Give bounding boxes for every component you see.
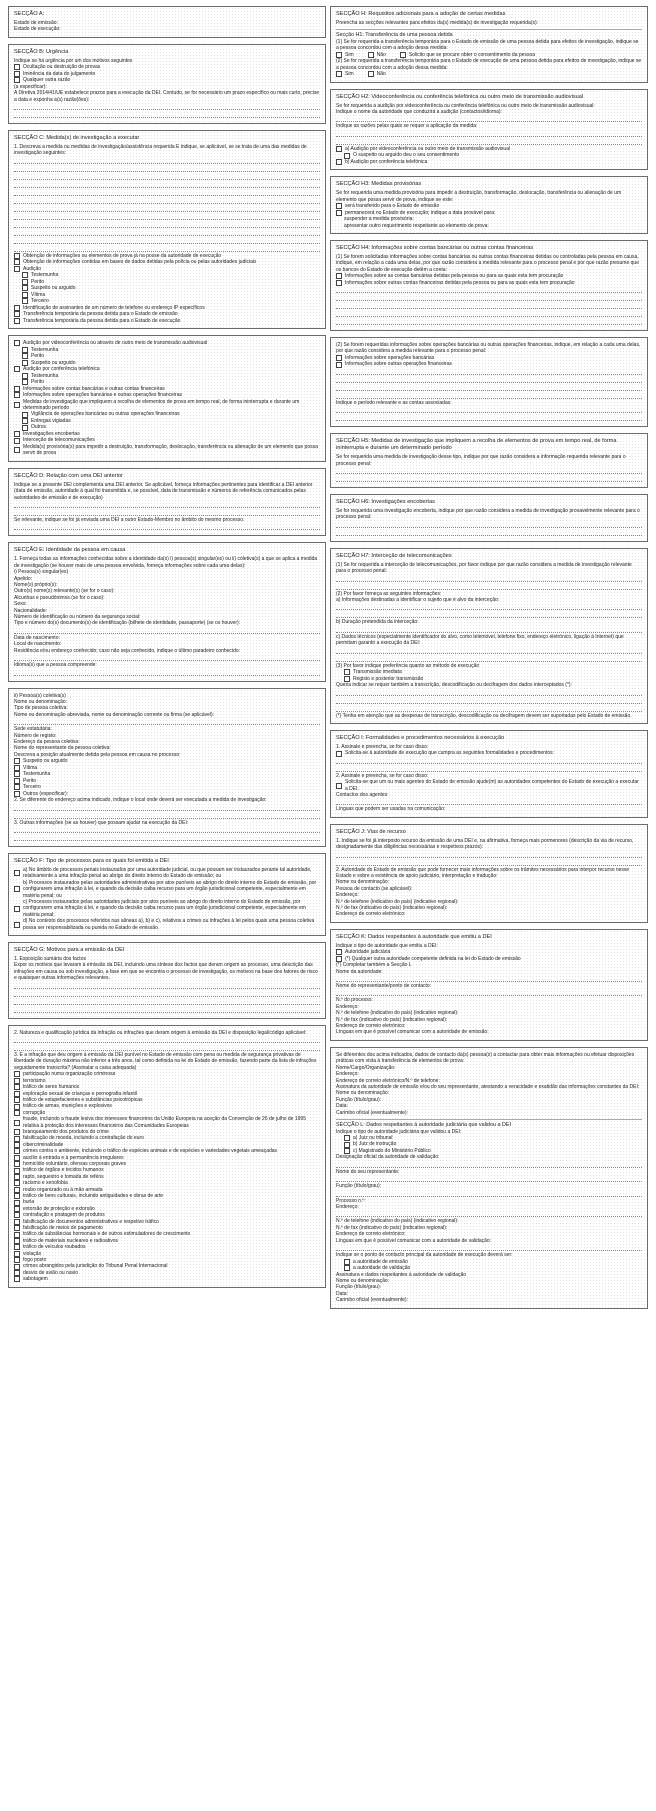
- offence-label: rapto, sequestro e tomada de reféns: [23, 1173, 104, 1180]
- section-g-title: SECÇÃO G: Motivos para a emissão da DEI: [14, 947, 125, 954]
- checkbox-icon[interactable]: [14, 1148, 20, 1154]
- measure-option[interactable]: Obtenção de informações contidas em bases de dados detidas pela polícia ou pelas autoridades judiciais: [14, 259, 320, 265]
- offence-label: tráfico de órgãos e tecidos humanos: [23, 1167, 104, 1174]
- section-h3: SECÇÃO H3: Medidas provisórias Se for requerida uma medida provisória para impedir a destruição, transformação, deslocação, transferência ou alienação de um elemento que possa servir de prova, indique se este: será transferido para o Estado de emissão permanecerá no Estado de execução; indique a data provável para: suspender a medida provisória: apresentar outro requerimento respeitante ao elemento de prova:: [330, 176, 648, 234]
- section-h5: SECÇÃO H5: Medidas de investigação que impliquem a recolha de elementos de prova em tempo real, de forma ininterrupta e durante um determinado período Se for requerida uma medida de investigação desse tipo, indique por que razão considera a informação requerida relevante para o processo penal:: [330, 433, 648, 488]
- offence-label: burla: [23, 1199, 35, 1206]
- section-h4: SECÇÃO H4: Informações sobre contas bancárias ou outras contas financeiras (1) Se forem solicitadas informações sobre contas bancárias ou outras contas financeiras detidas ou controladas pela pessoa em causa, indique, em relação a cada uma delas, por que razão considera a medida relevante para o processo penal e por que razão presume que os bancos do Estado de execução detêm a conta: Informações sobre as contas bancárias detidas pela pessoa ou para as quais esta tem procuração Informações sobre outras contas financeiras detidas pela pessoa ou para as quais esta tem procuração: [330, 240, 648, 331]
- section-e: SECÇÃO E: Identidade da pessoa em causa 1. Forneça todas as informações conhecidas sobre a identidade da(s) i) pessoa(s) singular(es) ou ii) coletiva(s) a que se aplica a medida de investigação (se houver mais de uma pessoa envolvida, forneça informações sobre cada uma delas): i) Pessoa(s) singular(es) Apelido: Nome(s) próprio(s): Outro(s) nome(s) relevante(s) (se for o caso): Alcunhas e pseudónimos (se for o caso): Sexo: Nacionalidade: Número de identificação ou número da segurança social: Tipo e número do(s) documento(s) de identificação (bilhete de identidade, passaporte) (se os houver): Data de nascimento: Local de nascimento: Residência e/ou endereço conhecido; caso não seja conhecido, indique o último paradeiro conhecido: Idioma(s) que a pessoa compreende:: [8, 542, 326, 681]
- offence-label: falsificação de moeda, incluindo a contrafação do euro: [23, 1135, 144, 1142]
- offence-label: exploração sexual de crianças e pornografia infantil: [23, 1090, 137, 1097]
- offence-label: cibercriminalidade: [23, 1141, 64, 1148]
- offence-label: falsificação de meios de pagamento: [23, 1225, 103, 1232]
- checkbox-icon[interactable]: [14, 1238, 20, 1244]
- issuing-state-field[interactable]: Estado de emissão:: [14, 20, 58, 26]
- offence-label: sabotagem: [23, 1276, 48, 1283]
- checkbox-icon[interactable]: [14, 1120, 20, 1126]
- section-h: SECÇÃO H: Requisitos adicionais para a adoção de certas medidas Preencha as secções relevantes para efeitos da(s) medida(s) de investigação requerida(s): Secção H1: Transferência de uma pessoa detida (1) Se for requerida a transferência temporária para o Estado de emissão de uma pessoa detida para efeitos de investigação, indique se a pessoa concordou com a adoção dessa medida: Sim Não Solicito que se procure obter o consentimento da pessoa (2) Se for requerida a transferência temporária para o Estado de execução de uma pessoa detida para efeitos de investigação, indique se a pessoa concordou com a adoção dessa medida: Sim Não: [330, 6, 648, 83]
- checkbox-icon[interactable]: [14, 77, 20, 83]
- offence-label: corrupção: [23, 1109, 46, 1116]
- checkbox-icon[interactable]: [14, 1091, 20, 1097]
- section-c: SECÇÃO C: Medida(s) de investigação a executar 1. Descreva a medida ou medidas de investigação/assistência requerida E indique, se aplicável, se se trata de uma das medidas de investigação seguintes: Obtenção de informações ou elementos de prova já na posse da autoridade de execução Obtenção de informações contidas em bases de dados detidas pela polícia ou pelas autoridades judiciais Audição Testemunha Perito Suspeito ou arguido Vítima Terceiro Identificação de assinantes de um número de telefone ou endereço IP específicos Transferência temporária da pessoa detida para o Estado de emissão Transferência temporária da pessoa detida para o Estado de execução: [8, 130, 326, 329]
- offence-label: tráfico de armas, munições e explosivos: [23, 1103, 112, 1110]
- offence-label: participação numa organização criminosa: [23, 1071, 116, 1078]
- offence-label: crimes abrangidos pela jurisdição do Tribunal Penal Internacional: [23, 1263, 168, 1270]
- checkbox-icon[interactable]: [14, 1155, 20, 1161]
- checkbox-icon[interactable]: [14, 1110, 20, 1116]
- offence-label: fraude, incluindo a fraude lesiva dos interesses financeiros da União Europeia na aceção da Convenção de 26 de julho de 1995 relativa à proteção dos interesses financeiros das Comunidades Europeias: [23, 1116, 306, 1129]
- right-column: [330, 6, 648, 1315]
- urgency-option[interactable]: Ocultação ou destruição de provas: [14, 64, 320, 71]
- checkbox-icon[interactable]: [14, 1244, 20, 1250]
- offence-label: violação: [23, 1250, 42, 1257]
- checkbox-icon[interactable]: [14, 1251, 20, 1257]
- checkbox-icon[interactable]: [14, 1193, 20, 1199]
- section-e-legal-persons: ii) Pessoa(s) coletiva(s) Nome ou denominação: Tipo de pessoa coletiva: Nome ou denominação abreviada, nome ou denominação corrente ou firma (se aplicável): Sede estatutária: Número de registo: Endereço da pessoa coletiva: Nome do representante da pessoa coletiva: Descreva a posição atualmente detida pela pessoa em causa no processo: Suspeito ou arguido Vítima Testemunha Perito Terceiro Outros (especificar): 2. Se diferente do endereço acima indicado, indique o local onde deverá ser executada a medida de investigação: 3. Outras informações (se as houver) que possam ajudar na execução da DEI:: [8, 688, 326, 847]
- offence-option[interactable]: [14, 1116, 320, 1129]
- checkbox-icon[interactable]: [14, 1219, 20, 1225]
- checkbox-icon[interactable]: [14, 64, 20, 70]
- offence-label: tráfico de bens culturais, incluindo antiguidades e obras de arte: [23, 1193, 164, 1199]
- checkbox-icon[interactable]: [14, 1136, 20, 1142]
- executing-state-field[interactable]: Estado de execução:: [14, 26, 61, 33]
- offence-label: desvio de avião ou navio: [23, 1269, 79, 1276]
- section-c-title: SECÇÃO C: Medida(s) de investigação a executar: [14, 134, 140, 141]
- section-c-continued: Audição por videoconferência ou através de outro meio de transmissão audiovisual Testemunha Perito Suspeito ou arguido Audição por conferência telefónica Testemunha Perito Informações sobre contas bancárias e outras contas financeiras Informações sobre operações bancárias e outras operações financeiras Medidas de investigação que impliquem a recolha de elementos de prova em tempo real, de forma ininterrupta e durante um determinado período Vigilância de operações bancárias ou outras operações financeiras Entregas vigiadas Outros Investigações encobertas Interceção de telecomunicações Medida(s) provisória(s) para impedir a destruição, transformação, deslocação, transferência ou alienação de um elemento que possa servir de prova: [8, 335, 326, 462]
- offence-label: terrorismo: [23, 1077, 46, 1084]
- offence-label: auxílio à entrada e à permanência irregulares: [23, 1154, 124, 1161]
- checkbox-icon[interactable]: [14, 1206, 20, 1212]
- section-a-title: SECÇÃO A:: [14, 11, 45, 17]
- checkbox-icon[interactable]: [14, 1161, 20, 1167]
- urgency-specify: (a especificar):: [14, 83, 47, 90]
- checkbox-icon[interactable]: [14, 1212, 20, 1218]
- left-column: [8, 6, 326, 1294]
- checkbox-icon[interactable]: [14, 1084, 20, 1090]
- section-k: SECÇÃO K: Dados respeitantes à autoridade que emitiu a DEI Indique o tipo de autoridade que emitiu a DEI: Autoridade judiciária (*) Qualquer outra autoridade competente definida na lei do Estado de emissão (*) Completar também a Secção L Nome da autoridade: Nome do representante/ponto de contacto: N.º do processo: Endereço: N.º de telefone (indicativo do país) (indicativo regional): N.º de fax (indicativo do país) (indicativo regional): Endereço de correio eletrónico: Línguas em que é possível comunicar com a autoridade de emissão:: [330, 929, 648, 1041]
- offence-label: racismo e xenofobia: [23, 1180, 68, 1187]
- section-f: SECÇÃO F: Tipo de processos para os quais foi emitida a DEI a) No âmbito de processos penais instaurados por uma autoridade judicial, ou que possam ser instaurados perante tal autoridade, relativamente a uma infração penal ao abrigo do direito interno do Estado de emissão; ou b) Processos instaurados pelas autoridades administrativas por atos puníveis ao abrigo do direito interno do Estado de emissão, por configurarem uma infração à lei, e quando da decisão caiba recurso para um órgão jurisdicional competente, especialmente em matéria penal; ou c) Processos instaurados pelas autoridades judiciais por atos puníveis ao abrigo do direito interno do Estado de emissão, por configurarem uma infração à lei, e quando da decisão caiba recurso para um órgão jurisdicional competente, especialmente em matéria penal; d) No contexto dos processos referidos nas alíneas a), b) e c), relativos a crimes ou infrações à lei pelos quais uma pessoa coletiva possa ser responsabilizada ou punida no Estado de emissão.: [8, 853, 326, 936]
- checkbox-icon[interactable]: [14, 1276, 20, 1282]
- section-e-title: SECÇÃO E: Identidade da pessoa em causa: [14, 547, 126, 554]
- offence-option[interactable]: [14, 1276, 320, 1282]
- section-b-title: SECÇÃO B: Urgência: [14, 48, 69, 55]
- checkbox-icon[interactable]: [14, 71, 20, 77]
- section-g-continued: 2. Natureza e qualificação jurídica da infração ou infrações que deram origem à emissão da DEI e disposição legal/código aplicável: 3. É a infração que deu origem à emissão da DEI punível no Estado de emissão com pena ou medida de segurança privativas de liberdade de duração máxima não inferior a três anos, tal como definida na lei do Estado de emissão, fazendo parte da lista de infrações seguidamente transcrita? (Assinalar a caixa adequada) participação numa organização criminosa terrorismo tráfico de seres humanos exploração sexual de crianças e pornografia infantil tráfico de estupefacientes e substâncias psicotrópicas tráfico de armas, munições e explosivos corrupção fraude, incluindo a fraude lesiva dos interesses financeiros da União Europeia na aceção da Convenção de 26 de julho de 1995 relativa à proteção dos interesses financeiros das Comunidades Europeias branqueamento dos produtos do crime falsificação de moeda, incluindo a contrafação do euro cibercriminalidade crimes contra o ambiente, incluindo o tráfico de espécies animais e de espécies e variedades vegetais ameaçadas auxílio à entrada e à permanência irregulares homicídio voluntário, ofensas corporais graves tráfico de órgãos e tecidos humanos rapto, sequestro e tomada de reféns racismo e xenofobia roubo organizado ou à mão armada tráfico de bens culturais, incluindo antiguidades e obras de arte burla extorsão de proteção e extorsão contrafação e piratagem de produtos falsificação de documentos administrativos e respetivo tráfico falsificação de meios de pagamento tráfico de substâncias hormonais e de outros estimuladores de crescimento tráfico de materiais nucleares e radioativos tráfico de veículos roubados violação fogo posto crimes abrangidos pela jurisdição do Tribunal Penal Internacional desvio de avião ou navio sabotagem: [8, 1025, 326, 1288]
- checkbox-icon[interactable]: [14, 1200, 20, 1206]
- offence-label: crimes contra o ambiente, incluindo o tráfico de espécies animais e de espécies e variedades vegetais ameaçadas: [23, 1148, 278, 1155]
- urgency-intro: Indique se há urgência por um dos motivos seguintes: [14, 57, 133, 64]
- measure-option[interactable]: Audição: [14, 266, 320, 273]
- fill-line[interactable]: [14, 103, 320, 110]
- offence-label: roubo organizado ou à mão armada: [23, 1186, 103, 1193]
- checkbox-icon[interactable]: [14, 1104, 20, 1110]
- section-j: SECÇÃO J: Vias de recurso 1. Indique se foi já interposto recurso da emissão de uma DEI e, na afirmativa, forneça mais pormenores (descrição da via de recurso, designadamente das diligências necessárias e respetivos prazos): 2. Autoridade do Estado de emissão que pode fornecer mais informações sobre os trâmites necessários para interpor recurso nesse Estado e sobre a existência de apoio judiciário, interpretação e tradução: Nome ou denominação: Pessoa de contacto (se aplicável): Endereço: N.º de telefone (indicativo do país) (indicativo regional): N.º de fax (indicativo do país) (indicativo regional): Endereço de correio eletrónico:: [330, 824, 648, 923]
- offence-label: tráfico de materiais nucleares e radioativos: [23, 1237, 119, 1244]
- checkbox-icon[interactable]: [14, 1142, 20, 1148]
- section-c-intro: 1. Descreva a medida ou medidas de investigação/assistência requerida E indique, se aplicável, se se trata de uma das medidas de investigação seguintes:: [14, 143, 307, 157]
- offence-label: contrafação e piratagem de produtos: [23, 1212, 105, 1219]
- section-k-continued: Se diferentes dos acima indicados, dados de contacto da(s) pessoa(s) a contactar para obter mais informações ou efetuar disposições práticas com vista à transferência de elementos de prova: Nome/Cargo/Organização: Endereço: Endereço de correio eletrónico/N.º de telefone: Assinatura da autoridade de emissão e/ou do seu representante, atestando a veracidade e exatidão das informações constantes da DEI: Nome ou denominação: Função (título/grau): Data: Carimbo oficial (eventualmente): SECÇÃO L: Dados respeitantes à autoridade judiciária que validou a DEI Indique o tipo de autoridade judiciária que validou a DEI: a) Juiz ou tribunal b) Juiz de instrução c) Magistrado do Ministério Público Designação oficial da autoridade de validação: Nome do seu representante: Função (título/grau): Processo n.º: Endereço: N.º de telefone (indicativo do país) (indicativo regional): N.º de fax (indicativo do país) (indicativo regional): Endereço de correio eletrónico: Línguas em que é possível comunicar com a autoridade de validação: Indique se o ponto de contacto principal da autoridade de execução deverá ser: a autoridade de emissão a autoridade de validação Assinatura e dados respeitantes à autoridade de validação Nome ou denominação: Função (título/grau): Data: Carimbo oficial (eventualmente):: [330, 1047, 648, 1309]
- section-h4-continued: (2) Se forem requeridas informações sobre operações bancárias ou outras operações financeiras, indique, em relação a cada uma delas, por que razão considera a medida relevante para o processo penal: Informações sobre operações bancárias Informações sobre outras operações financeiras Indique o período relevante e as contas associadas:: [330, 337, 648, 427]
- checkbox-icon[interactable]: [14, 1174, 20, 1180]
- section-h-title: SECÇÃO H: Requisitos adicionais para a adoção de certas medidas: [336, 11, 506, 17]
- urgency-option[interactable]: Iminência da data do julgamento: [14, 71, 320, 78]
- offence-label: branqueamento dos produtos do crime: [23, 1128, 109, 1135]
- offence-label: tráfico de seres humanos: [23, 1084, 80, 1091]
- urgency-note: A Diretiva 2014/41/UE estabelece prazos para a execução da DEI. Contudo, se for necessário um prazo específico ou mais curto, precise a data e exponha a(s) razão(ões):: [14, 90, 320, 103]
- urgency-option[interactable]: Qualquer outra razão: [14, 77, 320, 84]
- checkbox-icon[interactable]: [14, 1071, 20, 1077]
- checkbox-icon[interactable]: [14, 1187, 20, 1193]
- section-b: [8, 44, 326, 124]
- checkbox-icon[interactable]: [14, 1225, 20, 1231]
- section-d-title: SECÇÃO D: Relação com uma DEI anterior: [14, 472, 123, 479]
- measure-option[interactable]: Obtenção de informações ou elementos de prova já na posse da autoridade de execução: [14, 253, 320, 260]
- checkbox-icon[interactable]: [14, 1129, 20, 1135]
- section-h2: SECÇÃO H2: Videoconferência ou conferência telefónica ou outro meio de transmissão audiovisual Se for requerida a audição por videoconferência ou conferência telefónica ou outro meio de transmissão audiovisual: Indique o nome da autoridade que conduzirá a audição (contactos/idioma): Indique as razões pelas quais se requer a aplicação da medida: a) Audição por videoconferência ou outro meio de transmissão audiovisual O suspeito ou arguido deu o seu consentimento b) Audição por conferência telefónica: [330, 89, 648, 171]
- fill-line[interactable]: [14, 111, 320, 118]
- checkbox-icon[interactable]: [14, 1168, 20, 1174]
- section-i: SECÇÃO I: Formalidades e procedimentos necessários à execução 1. Assinale e preencha, se for caso disso: Solicita-se à autoridade de execução que cumpra as seguintes formalidades e procedimentos: 2. Assinale e preencha, se for caso disso: Solicita-se que um ou mais agentes do Estado de emissão ajude(m) as autoridades competentes do Estado de execução a executar a DEI. Contactos dos agentes: Línguas que podem ser usadas na comunicação:: [330, 730, 648, 818]
- section-h6: SECÇÃO H6: Investigações encobertas Se for requerida uma investigação encoberta, indique por que razão considera a medida de investigação provavelmente relevante para o processo penal:: [330, 494, 648, 542]
- checkbox-icon[interactable]: [14, 1078, 20, 1084]
- section-g: SECÇÃO G: Motivos para a emissão da DEI 1. Exposição sumária dos factos Expor os motivos que levaram à emissão da DEI, incluindo uma síntese dos factos que deram origem ao processo, uma descrição das infrações em causa ou sob investigação, a fase em que se encontra o processo de investigação, os motivos na base dos fatores de risco e quaisquer outras informações relevantes.: [8, 942, 326, 1019]
- checkbox-icon[interactable]: [14, 1257, 20, 1263]
- section-f-title: SECÇÃO F: Tipo de processos para os quais foi emitida a DEI: [14, 857, 169, 864]
- checkbox-icon[interactable]: [14, 1264, 20, 1270]
- section-h7: SECÇÃO H7: Interceção de telecomunicações (1) Se for requerida a interceção de telecomunicações, por favor indique por que razão considera a medida de investigação relevante para o processo penal: (2) Por favor forneça as seguintes informações: a) Informações destinadas a identificar o sujeito que é alvo da interceção: b) Duração pretendida da interceção: c) Dados técnicos (especialmente identificador do alvo, como telemóvel, telefone fixo, endereço eletrónico, ligação à Internet) que permitam garantir a execução da DEI: (3) Por favor indique preferência quanto ao método de execução Transmissão imediata Registo e posterior transmissão Queira indicar se requer também a transcrição, descodificação ou decifragem dos dados interceptados (*): (*) Tenha em atenção que as despesas de transcrição, descodificação ou decifragem devem ser suportadas pelo Estado de emissão.: [330, 548, 648, 724]
- offence-label: tráfico de veículos roubados: [23, 1244, 86, 1251]
- checkbox-icon[interactable]: [14, 1180, 20, 1186]
- checkbox-icon[interactable]: [14, 1270, 20, 1276]
- offence-label: extorsão de proteção e extorsão: [23, 1205, 95, 1212]
- offence-label: fogo posto: [23, 1257, 47, 1264]
- offence-label: falsificação de documentos administrativos e respetivo tráfico: [23, 1218, 159, 1225]
- offence-label: tráfico de estupefacientes e substâncias psicotrópicas: [23, 1096, 143, 1103]
- offence-list: [14, 1071, 320, 1282]
- offence-label: tráfico de substâncias hormonais e de outros estimuladores de crescimento: [23, 1231, 191, 1238]
- checkbox-icon[interactable]: [14, 1232, 20, 1238]
- section-a: [8, 6, 326, 38]
- checkbox-icon[interactable]: [14, 1097, 20, 1103]
- offence-label: homicídio voluntário, ofensas corporais graves: [23, 1160, 127, 1167]
- section-d: SECÇÃO D: Relação com uma DEI anterior Indique se a presente DEI complementa uma DEI anterior. Se aplicável, forneça informações pertinentes para identificar a DEI anterior (data de emissão, autoridade à qual foi transmitida e, se possível, data de transmissão e números de referência comunicados pelas autoridades de emissão e de execução) Se relevante, indique se foi já enviada uma DEI a outro Estado-Membro no âmbito do mesmo processo.: [8, 468, 326, 537]
